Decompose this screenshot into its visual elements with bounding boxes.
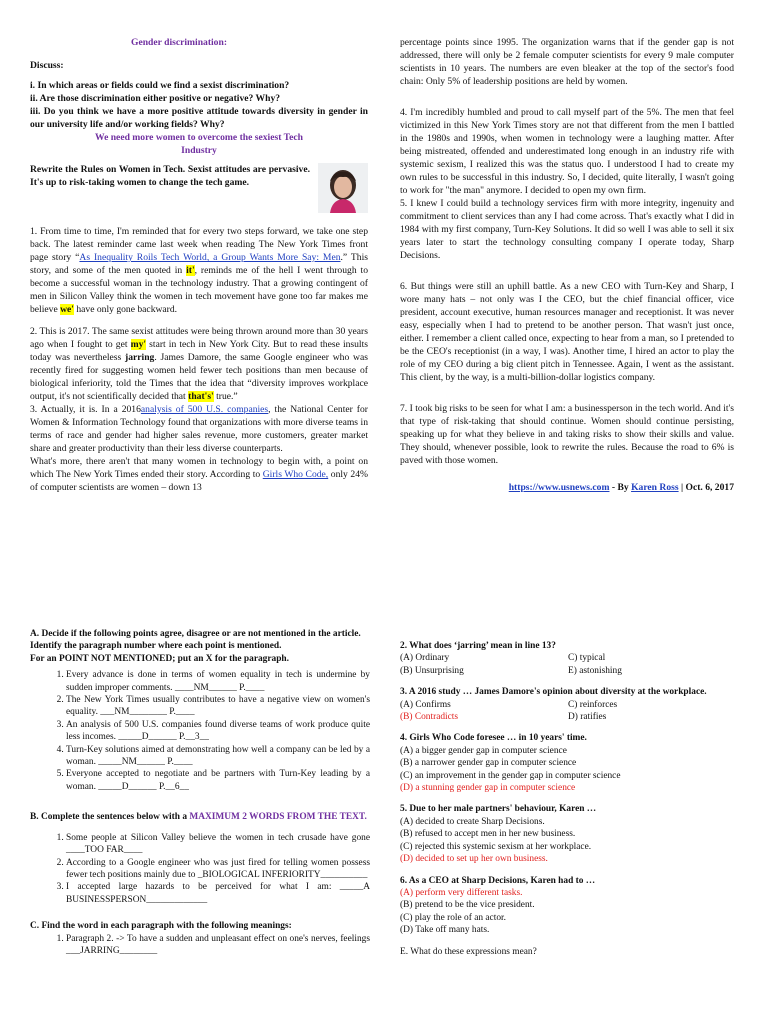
exercise-a-item: 5. Everyone accepted to negotiate and be partners with Turn-Key leading by a woman. _____D______ P.__6__ — [66, 768, 370, 793]
paragraph-3: 3. Actually, it is. In a 2016analysis of 500 U.S. companies, the National Center for Women & Information Technology found that organizations with more diverse teams in terms of race and gender had higher sales revenue, more customers, greater market share and greater productivity than their less diverse counterparts. — [30, 404, 368, 454]
answer-option[interactable]: (D) a stunning gender gap in computer science — [400, 783, 576, 794]
exercise-b-item: 1. Some people at Silicon Valley believe the women in tech crusade have gone ____TOO FAR____ — [66, 832, 370, 857]
answer-option[interactable]: E) astonishing — [568, 665, 622, 676]
answer-option[interactable]: (A) decided to create Sharp Decisions. — [400, 816, 545, 827]
question-block — [400, 803, 734, 865]
source-url-link[interactable]: https://www.usnews.com — [508, 482, 610, 493]
exercise-e-heading: E. What do these expressions mean? — [400, 946, 537, 957]
exercise-a-heading: A. Decide if the following points agree, disagree or are not mentioned in the article. Identify the paragraph number where each point is mentioned. For an POINT NOT MENTIONED; put an X for the paragraph. — [30, 629, 361, 664]
exercise-c-item: 1. Paragraph 2. -> To have a sudden and unpleasant effect on one's nerves, feelings ___JARRING________ — [66, 933, 370, 958]
answer-option[interactable]: (B) Contradicts — [400, 712, 459, 723]
article-left-column — [30, 36, 368, 494]
nyt-story-link[interactable]: As Inequality Roils Tech World, a Group Wants More Say: Men — [79, 252, 341, 263]
answer-option[interactable]: C) typical — [568, 653, 606, 664]
paragraph-6: 6. But things were still an uphill battle. As a new CEO with Turn-Key and Sharp, I wore many hats – not only was I the CEO, but the chief financial officer, vice president, account executive, human resources manager and receptionist. It was never easy, especially when I had to pretend to be another person. That wasn't just once, either. I remember a client called once, expecting to hear from a man, so I pretended to be the CEO's receptionist (in a way, I was). Another time, I hired an actor to play the role of my CEO during a big client pitch in Tennessee. Again, I went as the assistant. This client, by the way, is a multi-billion-dollar logistics company. — [400, 281, 734, 383]
paragraph-4: 4. I'm incredibly humbled and proud to call myself part of the 5%. The men that feel victimized in this New York Times story are not that different from the men I battled in the 1980s and 1990s, when women in technology were a laughing matter. After being mistreated, offended and underestimated long enough in an industry rife with systemic sexism, I realized this was the status quo. I understood I had to create my own rules to be successful in this industry. So, I decided, quite literally, I wasn't going to work for "the man" anymore. I decided to open my own firm. — [400, 107, 734, 196]
question-text: 5. Due to her male partners' behaviour, Karen … — [400, 804, 597, 815]
questions-right — [400, 640, 734, 958]
article-right-column — [400, 36, 734, 494]
answer-option[interactable]: (B) Unsurprising — [400, 665, 464, 676]
girls-who-code-link[interactable]: Girls Who Code, — [262, 469, 329, 480]
question-block — [400, 640, 734, 677]
article-subtitle: Rewrite the Rules on Women in Tech. Sexist attitudes are pervasive. It's up to risk-taking women to change the tech game. — [30, 164, 310, 188]
answer-option[interactable]: (A) a bigger gender gap in computer science — [400, 745, 567, 756]
answer-option[interactable]: (A) perform very different tasks. — [400, 887, 523, 898]
paragraph-2: 2. This is 2017. The same sexist attitudes were being thrown around more than 30 years ago when I fought to get my' start in tech in New York City. But to read these insults today was nevertheless jarring. James Damore, the same Google engineer who was recently fired for suggesting women held fewer tech positions than men because of biological inferiority, told the Times that the idea that “diversity improves workplace output, it's not scientifically decided that that's' true.” — [30, 326, 368, 402]
paragraph-7: 7. I took big risks to be seen for what I am: a businessperson in the tech world. And it's that type of risk-taking that should continue. Women should continue persisting, speaking up for what they believe in and taking risks to show their skills and value. They should, whenever possible, look to rewrite the rules. Because the road to 6% is paved with those women. — [400, 403, 734, 466]
author-link[interactable]: Karen Ross — [631, 482, 679, 493]
answer-option[interactable]: C) reinforces — [568, 699, 618, 710]
paragraph-5: 5. I knew I could build a technology services firm with more integrity, ingenuity and commitment to client services than any I had come across. That's exactly what I did in 1984 with my first company, Turn-Key Solutions. It did so well I was able to sell it six years later to start the technology consulting company I operate today, Sharp Decisions. — [400, 198, 734, 261]
exercises-left — [30, 628, 370, 957]
multiple-choice-questions — [400, 640, 734, 937]
exercise-a-item: 2. The New York Times usually contributes to have a negative view on women's equality. ___NM________ P.____ — [66, 694, 370, 719]
paragraph-3-continued: What's more, there aren't that many women in technology to begin with, a point on which The New York Times ended their story. According to Girls Who Code, only 24% of computer scientists are women – down 13 — [30, 456, 368, 493]
answer-option[interactable]: (A) Confirms — [400, 699, 451, 710]
answer-option[interactable]: (C) play the role of an actor. — [400, 912, 506, 923]
exercise-c-heading: C. Find the word in each paragraph with the following meanings: — [30, 921, 292, 932]
exercise-b-item: 2. According to a Google engineer who was just fired for telling women possess fewer tech positions mainly due to _BIOLOGICAL INFERIORITY__________ — [66, 857, 370, 882]
paragraph-3-end: percentage points since 1995. The organization warns that if the gender gap is not addressed, there will only be 2 female computer scientists for every 9 male computer scientists in 10 years. The numbers are even bleaker at the top of the sector's food chain: Only 5% of leadership positions are held by women. — [400, 37, 734, 87]
question-block — [400, 732, 734, 794]
answer-option[interactable]: (D) decided to set up her own business. — [400, 854, 548, 865]
question-text: 3. A 2016 study … James Damore's opinion about diversity at the workplace. — [400, 687, 707, 698]
question-text: 6. As a CEO at Sharp Decisions, Karen had to … — [400, 875, 596, 886]
exercise-a-list — [30, 669, 370, 793]
answer-option[interactable]: (C) rejected this systemic sexism at her workplace. — [400, 841, 592, 852]
exercise-b-heading: B. Complete the sentences below with a MAXIMUM 2 WORDS FROM THE TEXT. — [30, 812, 367, 823]
question-block — [400, 686, 734, 723]
question-block — [400, 875, 734, 937]
discuss-question-1: i. In which areas or fields could we find a sexist discrimination? — [30, 80, 290, 91]
exercise-c-list — [30, 933, 370, 958]
exercise-b-item: 3. I accepted large hazards to be perceived for what I am: _____A BUSINESSPERSON_____________ — [66, 881, 370, 906]
discuss-question-2: ii. Are those discrimination either positive or negative? Why? — [30, 93, 281, 104]
answer-option[interactable]: (A) Ordinary — [400, 653, 450, 664]
article-title: We need more women to overcome the sexiest Tech Industry — [95, 132, 303, 156]
answer-option[interactable]: D) ratifies — [568, 712, 607, 723]
answer-option[interactable]: (B) a narrower gender gap in computer science — [400, 758, 577, 769]
exercise-a-item: 1. Every advance is done in terms of women equality in tech is undermine by sudden improper comments. ____NM______ P.____ — [66, 669, 370, 694]
answer-option[interactable]: (C) an improvement in the gender gap in computer science — [400, 770, 621, 781]
paragraph-1: 1. From time to time, I'm reminded that for every two steps forward, we take one step back. The latest reminder came last week when reading The New York Times front page story “As Inequality Roils Tech World, a Group Wants More Say: Men.” This story, and some of the men quoted in it', reminds me of the hell I went through to become a successful woman in the technology industry. That a growing contingent of men in Silicon Valley think the women in tech movement have gone too far makes me believe we' have only gone backward. — [30, 226, 368, 315]
analysis-link[interactable]: analysis of 500 U.S. companies — [140, 404, 269, 415]
author-photo — [318, 163, 368, 213]
question-text: 4. Girls Who Code foresee … in 10 years' time. — [400, 733, 587, 744]
exercise-a-item: 4. Turn-Key solutions aimed at demonstrating how well a company can be led by a woman. _____NM______ P.____ — [66, 744, 370, 769]
source-line: https://www.usnews.com - By Karen Ross | Oct. 6, 2017 — [508, 482, 734, 493]
answer-option[interactable]: (B) pretend to be the vice president. — [400, 900, 535, 911]
page-heading: Gender discrimination: — [130, 37, 228, 48]
discuss-question-3: iii. Do you think we have a more positive attitude towards diversity in gender in our university life and/or working fields? Why? — [30, 106, 368, 130]
question-text: 2. What does ‘jarring’ mean in line 13? — [400, 641, 556, 651]
discuss-label: Discuss: — [30, 60, 64, 71]
answer-option[interactable]: (D) Take off many hats. — [400, 925, 490, 936]
exercise-a-item: 3. An analysis of 500 U.S. companies found diverse teams of work produce quite less incomes. _____D______ P.__3__ — [66, 719, 370, 744]
answer-option[interactable]: (B) refused to accept men in her new business. — [400, 829, 576, 840]
exercise-b-list — [30, 832, 370, 906]
